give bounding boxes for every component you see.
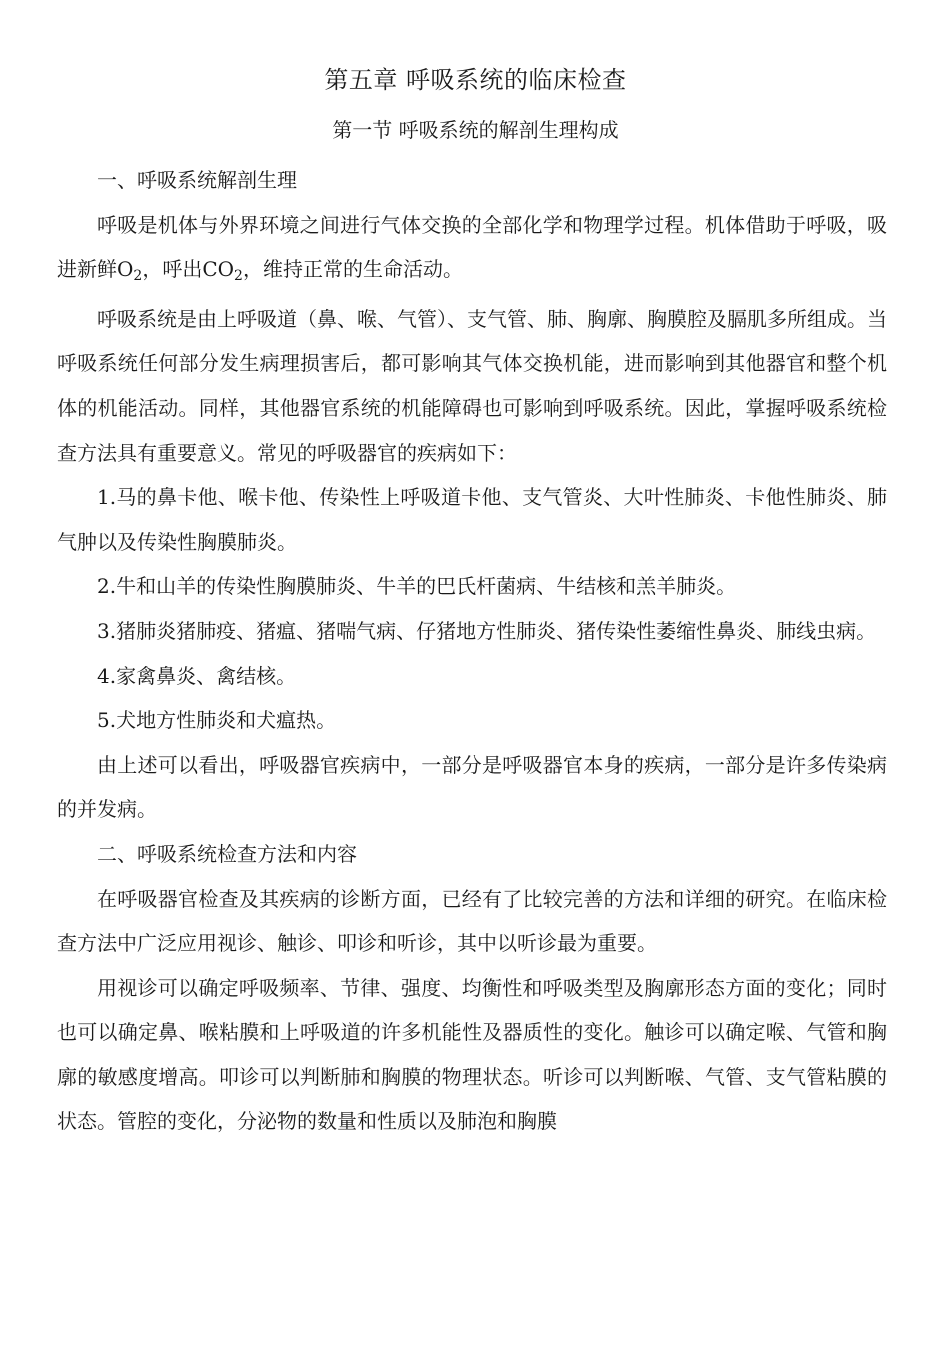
paragraph-respiratory-system: 呼吸系统是由上呼吸道（鼻、喉、气管）、支气管、肺、胸廓、胸膜腔及膈肌多所组成。当呼吸系统任何部分发生病理损害后，都可影响其气体交换机能，进而影响到其他器官和整个机体的机能活动。同样，其他器官系统的机能障碍也可影响到呼吸系统。因此，掌握呼吸系统检查方法具有重要意义。常见的呼吸器官的疾病如下： [57,306,887,465]
list-item-poultry: 4.家禽鼻炎、禽结核。 [97,663,297,688]
chapter-title: 第五章 呼吸系统的临床检查 [324,66,627,94]
list-item-dog: 5.犬地方性肺炎和犬瘟热。 [97,708,337,733]
paragraph-methods-intro: 在呼吸器官检查及其疾病的诊断方面，已经有了比较完善的方法和详细的研究。在临床检查方法中广泛应用视诊、触诊、叩诊和听诊，其中以听诊最为重要。 [57,886,887,956]
document-body [57,158,887,1144]
list-item-horse: 1.马的鼻卡他、喉卡他、传染性上呼吸道卡他、支气管炎、大叶性肺炎、卡他性肺炎、肺气肿以及传染性胸膜肺炎。 [57,485,887,554]
section-title: 第一节 呼吸系统的解剖生理构成 [332,118,619,142]
subscript: 2 [133,268,143,285]
subscript: 2 [234,268,243,285]
paragraph-text: ，呼出CO [142,257,235,282]
paragraph-respiration-definition [57,203,887,292]
paragraph-text: ，维持正常的生命活动。 [242,257,463,282]
paragraph-text: 呼吸是机体与外界环境之间进行气体交换的全部化学和物理学过程。机体借助于呼吸，吸进新鲜O [57,212,887,282]
list-item-pig: 3.猪肺炎猪肺疫、猪瘟、猪喘气病、仔猪地方性肺炎、猪传染性萎缩性鼻炎、肺线虫病。 [97,618,877,643]
paragraph-summary: 由上述可以看出，呼吸器官疾病中，一部分是呼吸器官本身的疾病，一部分是许多传染病的并发病。 [57,752,887,822]
paragraph-methods-detail: 用视诊可以确定呼吸频率、节律、强度、均衡性和呼吸类型及胸廓形态方面的变化；同时也可以确定鼻、喉粘膜和上呼吸道的许多机能性及器质性的变化。触诊可以确定喉、气管和胸廓的敏感度增高。叩诊可以判断肺和胸膜的物理状态。听诊可以判断喉、气管、支气管粘膜的状态。管腔的变化，分泌物的数量和性质以及肺泡和胸膜 [57,975,887,1134]
heading-anatomy: 一、呼吸系统解剖生理 [97,168,297,192]
heading-methods: 二、呼吸系统检查方法和内容 [97,841,357,866]
list-item-cattle-goat: 2.牛和山羊的传染性胸膜肺炎、牛羊的巴氏杆菌病、牛结核和羔羊肺炎。 [97,574,737,599]
